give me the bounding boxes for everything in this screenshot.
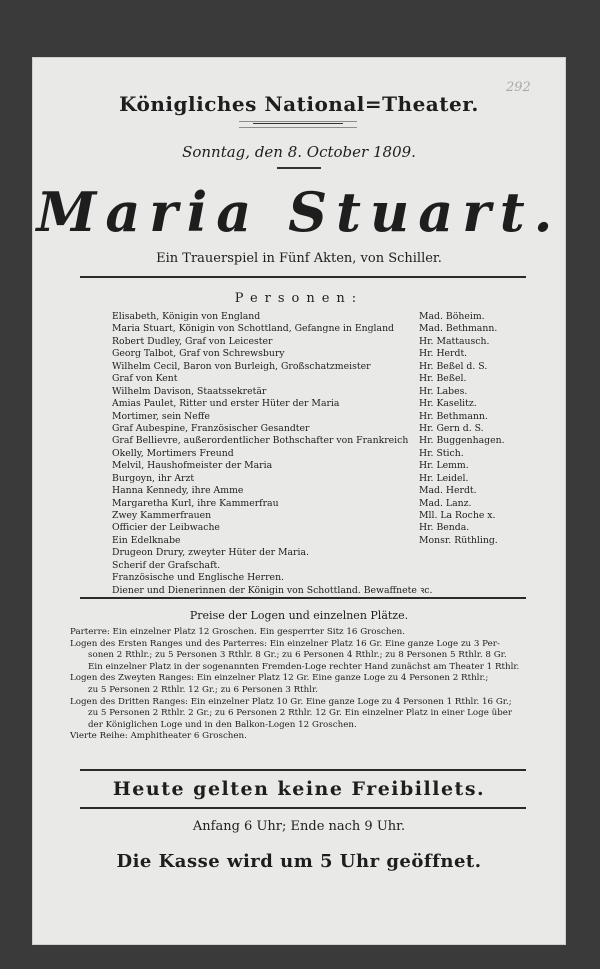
section-rule (80, 807, 526, 809)
role-name: Officier der Leibwache (112, 522, 220, 534)
cast-row (112, 336, 532, 348)
ornament-divider (253, 123, 343, 124)
price-line: Vierte Reihe: Amphitheater 6 Groschen. (70, 731, 247, 742)
role-name: Amias Paulet, Ritter und erster Hüter der Maria (112, 398, 340, 410)
actor-name: Hr. Stich. (419, 447, 464, 459)
playbill-sheet (32, 57, 566, 945)
cast-row (112, 522, 532, 534)
actor-name: Mad. Lanz. (419, 497, 472, 509)
price-line: Logen des Dritten Ranges: Ein einzelner Platz 10 Gr. Eine ganze Loge zu 4 Personen 1 Rthlr. 16 Gr.; (70, 696, 512, 707)
cast-row (112, 323, 532, 335)
role-name: Robert Dudley, Graf von Leicester (112, 335, 273, 347)
actor-name: Hr. Mattausch. (419, 335, 490, 347)
role-name: Scherif der Grafschaft. (112, 559, 221, 571)
role-name: Wilhelm Cecil, Baron von Burleigh, Großschatzmeister (112, 360, 371, 372)
cast-row (112, 361, 532, 373)
actor-name: Hr. Kaselitz. (419, 398, 477, 410)
theater-title: Königliches National=Theater. (119, 92, 479, 116)
cast-row (112, 460, 532, 472)
role-name: Hanna Kennedy, ihre Amme (112, 485, 244, 497)
price-line: Logen des Ersten Ranges und des Parterres: Ein einzelner Platz 16 Gr. Eine ganze Loge zu 3 Per- (70, 638, 500, 649)
role-name: Okelly, Mortimers Freund (112, 447, 234, 459)
cast-row (112, 348, 532, 360)
price-line: Ein einzelner Platz in der sogenannten Fremden-Loge rechter Hand zunächst am Theater 1 Rthlr. (88, 661, 520, 672)
cast-row (112, 585, 532, 597)
cast-list (112, 311, 532, 597)
cast-row (112, 311, 532, 323)
role-name: Zwey Kammerfrauen (112, 510, 212, 521)
role-name: Elisabeth, Königin von England (112, 311, 261, 322)
price-list (70, 627, 550, 743)
role-name: Diener und Dienerinnen der Königin von Schottland. Bewaffnete ꝛc. (112, 584, 433, 596)
cast-row (112, 547, 532, 559)
role-name: Georg Talbot, Graf von Schrewsbury (112, 348, 285, 360)
role-name: Graf Aubespine, Französischer Gesandter (112, 422, 310, 434)
actor-name: Hr. Gern d. S. (419, 422, 484, 434)
role-name: Graf Bellievre, außerordentlicher Bothschafter von Frankreich (112, 435, 409, 447)
actor-name: Hr. Herdt. (419, 348, 468, 360)
cast-row (112, 435, 532, 447)
price-line: Logen des Zweyten Ranges: Ein einzelner Platz 12 Gr. Eine ganze Loge zu 4 Personen 2 Rthlr.; (70, 673, 489, 684)
cast-row (112, 485, 532, 497)
role-name: Maria Stuart, Königin von Schottland, Gefangne in England (112, 323, 395, 335)
actor-name: Hr. Leidel. (419, 472, 469, 484)
actor-name: Hr. Beßel d. S. (419, 360, 488, 372)
cast-row (112, 373, 532, 385)
actor-name: Mll. La Roche x. (419, 510, 496, 521)
actor-name: Hr. Bethmann. (419, 410, 488, 422)
actor-name: Hr. Buggenhagen. (419, 435, 505, 447)
role-name: Burgoyn, ihr Arzt (112, 472, 195, 484)
cast-row (112, 510, 532, 522)
actor-name: Hr. Lemm. (419, 460, 469, 472)
role-name: Graf von Kent (112, 373, 178, 385)
short-divider (277, 167, 321, 169)
price-line: zu 5 Personen 2 Rthlr. 2 Gr.; zu 6 Personen 2 Rthlr. 12 Gr. Ein einzelner Platz in einer Loge über (88, 708, 513, 719)
cast-row (112, 398, 532, 410)
role-name: Melvil, Haushofmeister der Maria (112, 460, 273, 472)
actor-name: Mad. Herdt. (419, 485, 477, 497)
price-line: zu 5 Personen 2 Rthlr. 12 Gr.; zu 6 Personen 3 Rthlr. (88, 684, 318, 695)
cast-row (112, 560, 532, 572)
play-subtitle: Ein Trauerspiel in Fünf Akten, von Schiller. (156, 251, 442, 266)
actor-name: Hr. Benda. (419, 522, 470, 534)
free-ticket-notice: Heute gelten keine Freibillets. (112, 778, 486, 800)
cast-heading: Personen: (234, 291, 364, 306)
actor-name: Mad. Böheim. (419, 311, 485, 322)
cast-row (112, 572, 532, 584)
role-name: Margaretha Kurl, ihre Kammerfrau (112, 497, 279, 509)
role-name: Ein Edelknabe (112, 534, 181, 546)
actor-name: Monsr. Rüthling. (419, 534, 498, 546)
section-rule (80, 276, 526, 278)
cast-row (112, 535, 532, 547)
cast-row (112, 473, 532, 485)
prices-heading: Preise der Logen und einzelnen Plätze. (189, 609, 409, 622)
cast-row (112, 386, 532, 398)
actor-name: Hr. Beßel. (419, 373, 467, 385)
performance-date: Sonntag, den 8. October 1809. (182, 143, 416, 161)
actor-name: Mad. Bethmann. (419, 323, 498, 335)
section-rule (80, 597, 526, 599)
price-line: der Königlichen Loge und in den Balkon-Logen 12 Groschen. (88, 719, 357, 730)
cast-row (112, 411, 532, 423)
archive-number: 292 (506, 80, 531, 95)
cast-row (112, 423, 532, 435)
performance-times: Anfang 6 Uhr; Ende nach 9 Uhr. (192, 819, 406, 834)
section-rule (80, 769, 526, 771)
play-title: Maria Stuart. (36, 180, 562, 244)
box-office-notice: Die Kasse wird um 5 Uhr geöffnet. (116, 851, 482, 872)
price-line: sonen 2 Rthlr.; zu 5 Personen 3 Rthlr. 8 Gr.; zu 6 Personen 4 Rthlr.; zu 8 Personen 5 Rthlr. 8 Gr. (88, 650, 507, 661)
cast-row (112, 448, 532, 460)
role-name: Drugeon Drury, zweyter Hüter der Maria. (112, 547, 309, 559)
cast-row (112, 498, 532, 510)
role-name: Mortimer, sein Neffe (112, 410, 210, 422)
role-name: Wilhelm Davison, Staatssekretär (112, 385, 267, 397)
actor-name: Hr. Labes. (419, 385, 468, 397)
price-line: Parterre: Ein einzelner Platz 12 Groschen. Ein gesperrter Sitz 16 Groschen. (70, 627, 405, 637)
role-name: Französische und Englische Herren. (112, 572, 285, 584)
